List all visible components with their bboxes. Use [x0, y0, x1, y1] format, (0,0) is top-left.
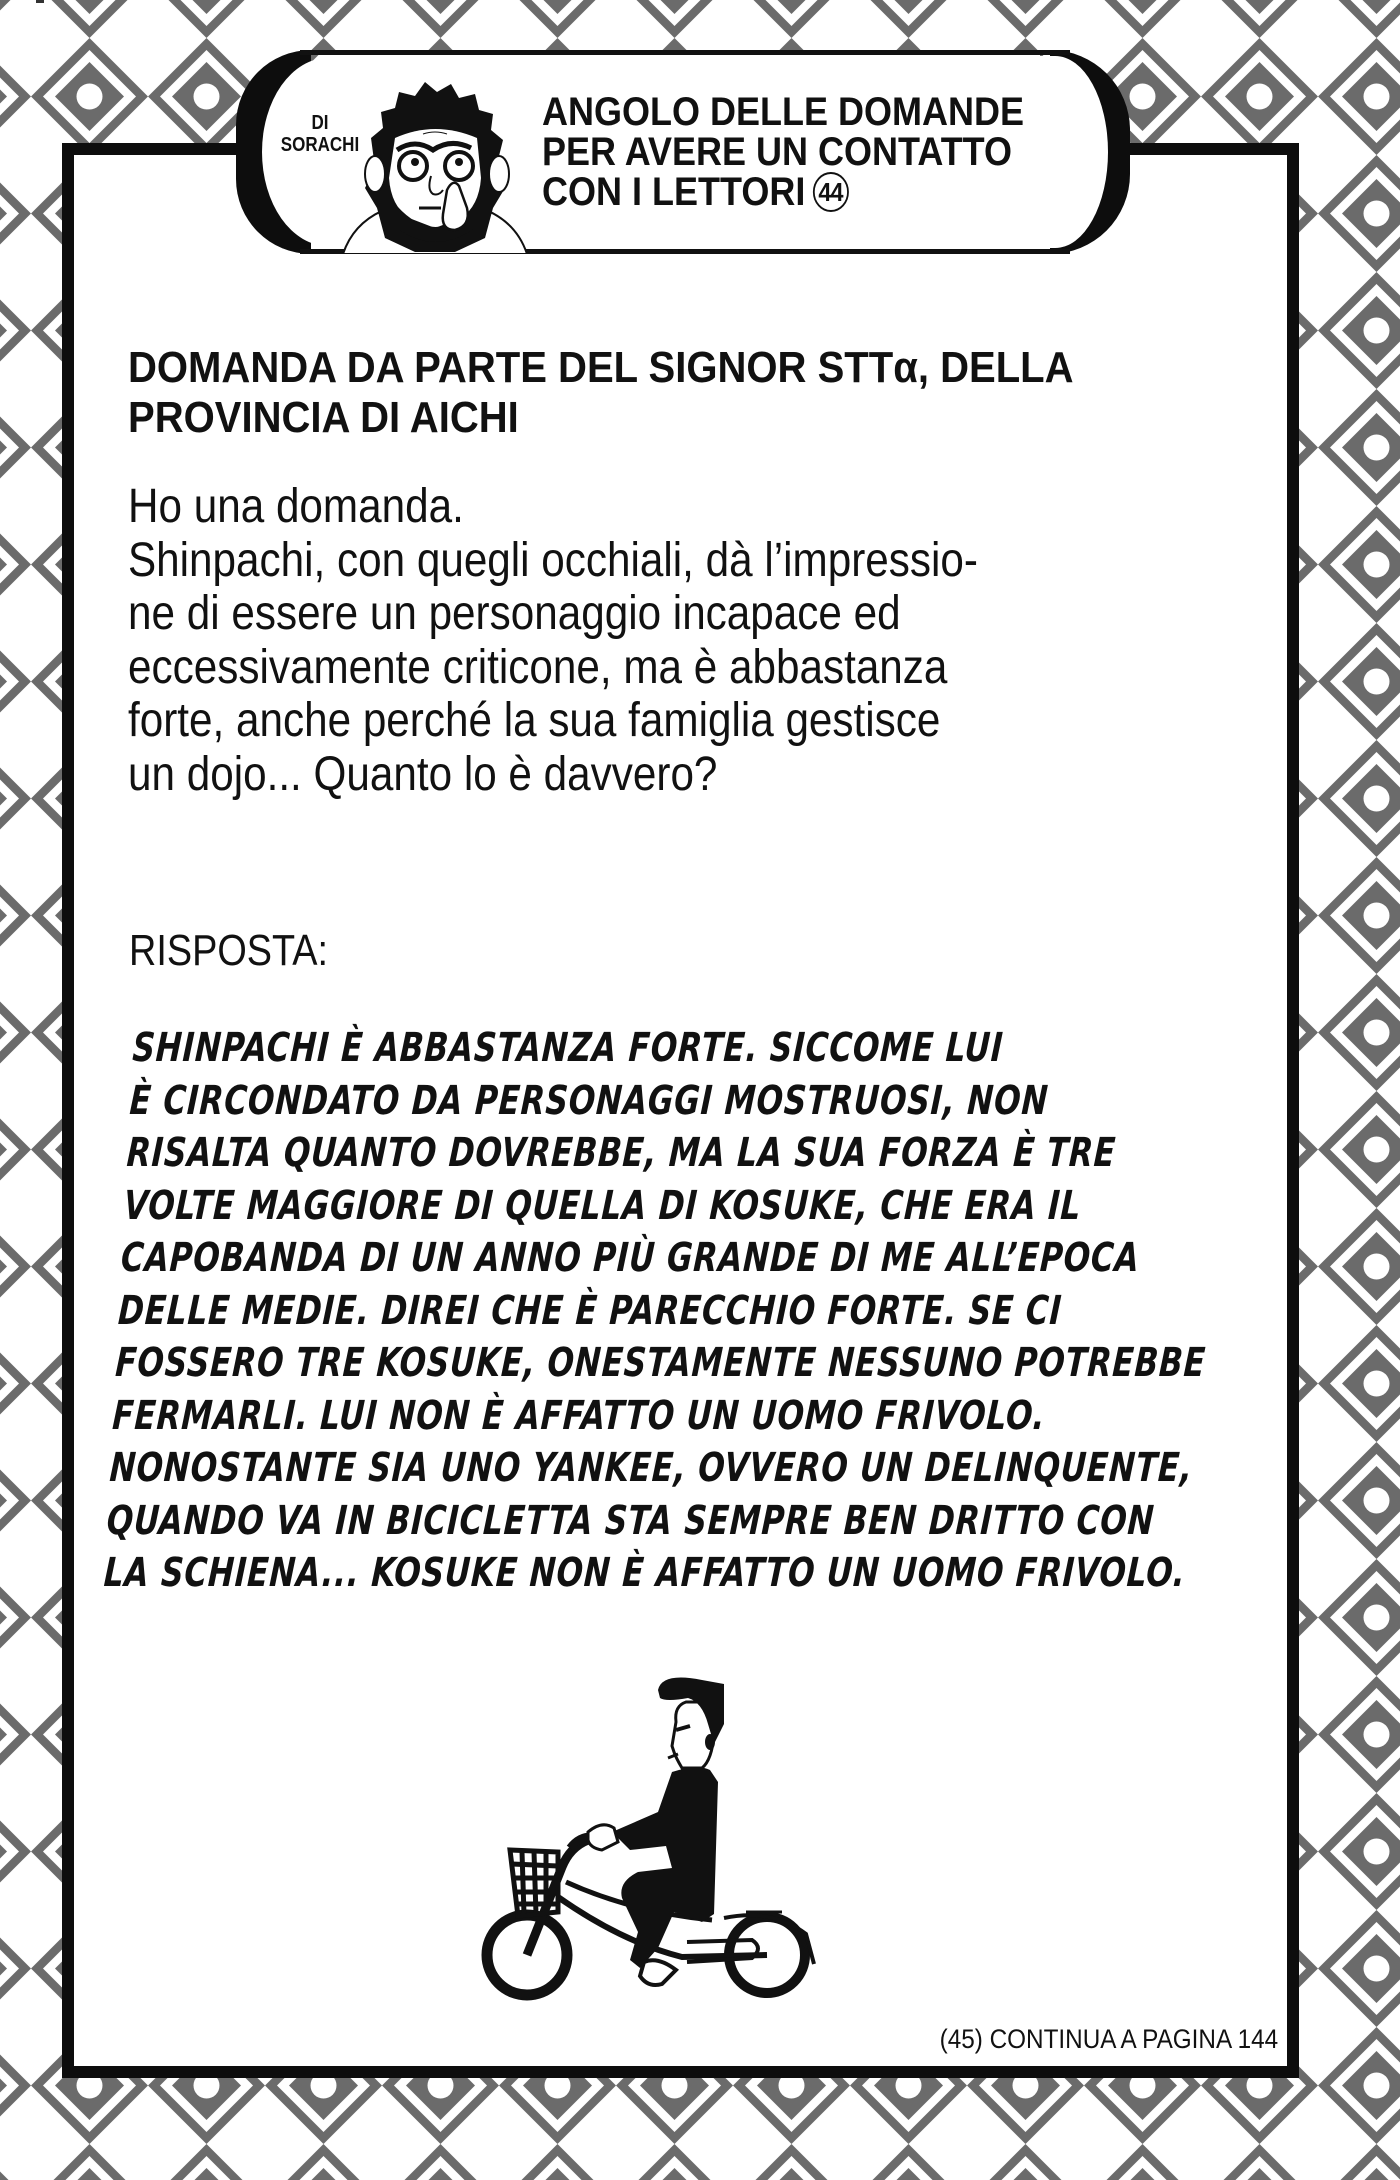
answer-line: LA SCHIENA... KOSUKE NON È AFFATTO UN UOMO FRIVOLO. [102, 1550, 1187, 1596]
issue-number-badge: 44 [813, 172, 849, 212]
answer-line: DELLE MEDIE. DIREI CHE È PARECCHIO FORTE. SE CI [117, 1287, 1064, 1334]
question-line: Ho una domanda. [128, 480, 464, 533]
corner-title [542, 92, 1024, 212]
answer-line: CAPOBANDA DI UN ANNO PIÙ GRANDE DI ME ALL’EPOCA [119, 1235, 1141, 1281]
question-heading-line: PROVINCIA DI AICHI [128, 393, 519, 442]
title-line-1: ANGOLO DELLE DOMANDE [542, 90, 1024, 134]
bicycle-rider-illustration-icon [462, 1672, 822, 2002]
question-line: un dojo... Quanto lo è davvero? [128, 747, 718, 801]
title-line-2: PER AVERE UN CONTATTO [542, 130, 1013, 174]
question-line: eccessivamente criticone, ma è abbastanza [128, 640, 948, 694]
answer-line: VOLTE MAGGIORE DI QUELLA DI KOSUKE, CHE ERA IL [122, 1182, 1083, 1229]
continue-note: (45) CONTINUA A PAGINA 144 [939, 2024, 1278, 2054]
answer-line: FERMARLI. LUI NON È AFFATTO UN UOMO FRIVOLO. [111, 1392, 1047, 1439]
title-line-3-text: CON I LETTORI [542, 170, 806, 214]
answer-line: È CIRCONDATO DA PERSONAGGI MOSTRUOSI, NON [128, 1077, 1050, 1124]
answer-label: RISPOSTA: [129, 926, 329, 975]
answer-line: NONOSTANTE SIA UNO YANKEE, OVVERO UN DELINQUENTE, [108, 1445, 1195, 1491]
author-line-1: DI [311, 112, 329, 134]
question-line: forte, anche perché la sua famiglia gestisce [128, 694, 941, 747]
answer-line: SHINPACHI È ABBASTANZA FORTE. SICCOME LUI [131, 1025, 1005, 1071]
question-line: Shinpachi, con quegli occhiali, dà l’impressio- [128, 533, 978, 587]
answer-line: QUANDO VA IN BICICLETTA STA SEMPRE BEN DRITTO CON [105, 1497, 1156, 1544]
question-body [128, 480, 1184, 801]
question-heading-line: DOMANDA DA PARTE DEL SIGNOR STTα, DELLA [128, 343, 1074, 392]
question-heading [128, 343, 1147, 443]
gorilla-mascot-icon [335, 78, 535, 254]
answer-line: FOSSERO TRE KOSUKE, ONESTAMENTE NESSUNO POTREBBE [114, 1340, 1208, 1386]
question-line: ne di essere un personaggio incapace ed [128, 587, 901, 640]
answer-body [102, 1022, 1208, 1600]
author-line-2: SORACHI [280, 134, 360, 156]
title-line-3 [542, 172, 1024, 212]
answer-line: RISALTA QUANTO DOVREBBE, MA LA SUA FORZA È TRE [125, 1130, 1118, 1176]
page-mark [36, 0, 44, 3]
banner-top-border [300, 50, 1070, 55]
